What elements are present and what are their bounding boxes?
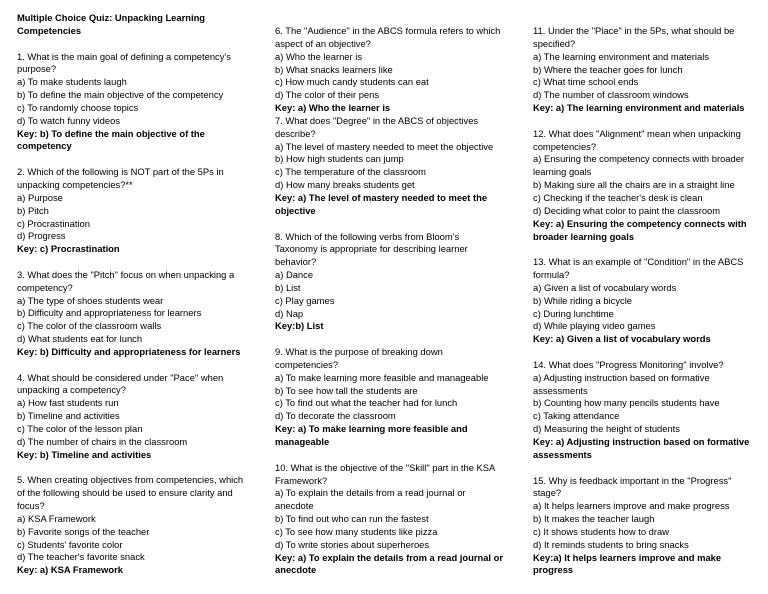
- question-block: [533, 475, 761, 578]
- option: d) The number of chairs in the classroom: [17, 435, 188, 447]
- question-block: [17, 269, 245, 359]
- option: c) Taking attendance: [533, 410, 620, 422]
- option: b) Pitch: [17, 204, 49, 216]
- question-text: 6. The "Audience" in the ABCS formula refers to which aspect of an objective?: [275, 25, 501, 49]
- option: d) What students eat for lunch: [17, 333, 143, 345]
- question-block: [17, 166, 245, 256]
- answer-key: Key:b) List: [275, 320, 324, 332]
- column-middle: [275, 25, 503, 577]
- option: b) While riding a bicycle: [533, 294, 632, 306]
- option: a) How fast students run: [17, 397, 119, 409]
- spacer: [533, 346, 761, 359]
- option: a) To explain the details from a read journal or anecdote: [275, 487, 466, 512]
- answer-key: Key: a) To make learning more feasible and manageable: [275, 423, 468, 447]
- question-text: 12. What does "Alignment" mean when unpacking competencies?: [533, 127, 741, 152]
- question-block: [275, 346, 503, 449]
- option: c) It shows students how to draw: [533, 525, 669, 537]
- option: c) To randomly choose topics: [17, 101, 139, 113]
- spacer: [275, 218, 503, 231]
- question-text: 5. When creating objectives from competencies, which of the following should be used to ensure clarity and focus?: [17, 474, 244, 512]
- spacer: [533, 115, 761, 128]
- option: d) To decorate the classroom: [275, 410, 396, 422]
- option: d) It reminds students to bring snacks: [533, 538, 689, 550]
- spacer: [533, 243, 761, 256]
- question-block: [275, 115, 503, 218]
- option: b) To find out who can run the fastest: [275, 513, 429, 525]
- question-text: 10. What is the objective of the "Skill" part in the KSA Framework?: [275, 461, 495, 486]
- question-text: 9. What is the purpose of breaking down competencies?: [275, 346, 443, 370]
- option: b) What snacks learners like: [275, 63, 393, 75]
- question-block: [17, 51, 245, 154]
- option: a) KSA Framework: [17, 512, 96, 524]
- option: d) To watch funny videos: [17, 114, 121, 126]
- option: b) Favorite songs of the teacher: [17, 525, 150, 537]
- option: c) Students' favorite color: [17, 538, 123, 550]
- option: c) The color of the classroom walls: [17, 320, 162, 332]
- option: d) Progress: [17, 230, 66, 242]
- question-text: 13. What is an example of "Condition" in the ABCS formula?: [533, 256, 744, 281]
- option: a) Purpose: [17, 191, 63, 203]
- option: b) Where the teacher goes for lunch: [533, 63, 683, 75]
- question-block: [533, 359, 761, 462]
- spacer: [275, 449, 503, 462]
- question-text: 4. What should be considered under "Pace" when unpacking a competency?: [17, 371, 224, 396]
- question-block: [17, 474, 245, 577]
- option: d) While playing video games: [533, 320, 656, 332]
- spacer: [275, 333, 503, 346]
- document-title: Multiple Choice Quiz: Unpacking Learning Competencies: [17, 12, 206, 36]
- option: c) The temperature of the classroom: [275, 166, 426, 178]
- question-block: [275, 25, 503, 115]
- option: b) Counting how many pencils students have: [533, 397, 720, 409]
- spacer: [17, 153, 245, 166]
- question-block: [533, 25, 761, 115]
- option: d) Measuring the height of students: [533, 423, 680, 435]
- option: a) To make students laugh: [17, 76, 127, 88]
- option: a) It helps learners improve and make progress: [533, 500, 730, 512]
- option: c) To see how many students like pizza: [275, 525, 438, 537]
- answer-key: Key: a) The learning environment and materials: [533, 102, 745, 114]
- question-text: 11. Under the "Place" in the 5Ps, what should be specified?: [533, 25, 735, 49]
- option: c) How much candy students can eat: [275, 76, 429, 88]
- option: c) During lunchtime: [533, 307, 614, 319]
- question-text: 1. What is the main goal of defining a competency's purpose?: [17, 50, 231, 75]
- option: b) List: [275, 281, 301, 293]
- spacer: [533, 462, 761, 475]
- option: b) Timeline and activities: [17, 410, 120, 422]
- spacer: [17, 462, 245, 475]
- answer-key: Key: b) Timeline and activities: [17, 448, 152, 460]
- option: d) To write stories about superheroes: [275, 538, 430, 550]
- spacer: [17, 359, 245, 372]
- spacer: [17, 256, 245, 269]
- option: a) The type of shoes students wear: [17, 294, 164, 306]
- answer-key: Key: c) Procrastination: [17, 243, 120, 255]
- option: b) Making sure all the chairs are in a straight line: [533, 179, 735, 191]
- spacer: [17, 38, 245, 51]
- option: c) Play games: [275, 294, 335, 306]
- answer-key: Key: a) Ensuring the competency connects with broader learning goals: [533, 217, 747, 242]
- question-block: [533, 256, 761, 346]
- option: b) To define the main objective of the competency: [17, 89, 224, 101]
- answer-key: Key: a) Who the learner is: [275, 102, 391, 114]
- question-text: 14. What does "Progress Monitoring" involve?: [533, 358, 724, 370]
- option: d) Nap: [275, 307, 304, 319]
- option: c) To find out what the teacher had for lunch: [275, 397, 458, 409]
- option: d) The number of classroom windows: [533, 89, 689, 101]
- column-left: [17, 12, 245, 577]
- question-block: [275, 231, 503, 334]
- question-block: [17, 372, 245, 462]
- answer-key: Key: a) KSA Framework: [17, 564, 123, 576]
- option: d) The teacher's favorite snack: [17, 551, 145, 563]
- option: a) The learning environment and materials: [533, 50, 709, 62]
- answer-key: Key: a) The level of mastery needed to meet the objective: [275, 191, 488, 216]
- answer-key: Key:a) It helps learners improve and make progress: [533, 551, 722, 576]
- question-text: 3. What does the "Pitch" focus on when unpacking a competency?: [17, 268, 235, 293]
- option: c) The color of the lesson plan: [17, 423, 143, 434]
- option: a) Dance: [275, 269, 314, 281]
- option: c) Checking if the teacher's desk is clean: [533, 191, 703, 203]
- option: d) Deciding what color to paint the classroom: [533, 204, 721, 216]
- option: a) To make learning more feasible and manageable: [275, 371, 489, 383]
- option: a) Ensuring the competency connects with broader learning goals: [533, 153, 745, 178]
- answer-key: Key: b) Difficulty and appropriateness for learners: [17, 345, 241, 357]
- question-text: 2. Which of the following is NOT part of the 5Ps in unpacking competencies?**: [17, 166, 224, 190]
- option: a) Given a list of vocabulary words: [533, 281, 677, 293]
- option: c) Procrastination: [17, 217, 90, 229]
- answer-key: Key: a) Given a list of vocabulary words: [533, 333, 711, 345]
- answer-key: Key: b) To define the main objective of the competency: [17, 127, 205, 152]
- option: d) How many breaks students get: [275, 179, 415, 191]
- column-right: [533, 25, 761, 577]
- question-block: [275, 462, 503, 578]
- option: a) The level of mastery needed to meet the objective: [275, 140, 494, 152]
- option: a) Who the learner is: [275, 50, 363, 62]
- question-text: 8. Which of the following verbs from Bloom's Taxonomy is appropriate for describing learner behavior?: [275, 230, 468, 268]
- option: a) Adjusting instruction based on formative assessments: [533, 371, 710, 396]
- option: c) What time school ends: [533, 76, 639, 88]
- option: b) It makes the teacher laugh: [533, 513, 655, 525]
- question-text: 15. Why is feedback important in the "Progress" stage?: [533, 474, 732, 499]
- question-block: [533, 128, 761, 244]
- option: b) To see how tall the students are: [275, 384, 418, 396]
- option: b) Difficulty and appropriateness for learners: [17, 307, 202, 319]
- option: d) The color of their pens: [275, 89, 380, 101]
- option: b) How high students can jump: [275, 153, 404, 165]
- answer-key: Key: a) Adjusting instruction based on formative assessments: [533, 436, 750, 460]
- question-text: 7. What does "Degree" in the ABCS of objectives describe?: [275, 114, 479, 139]
- answer-key: Key: a) To explain the details from a read journal or anecdote: [275, 551, 504, 576]
